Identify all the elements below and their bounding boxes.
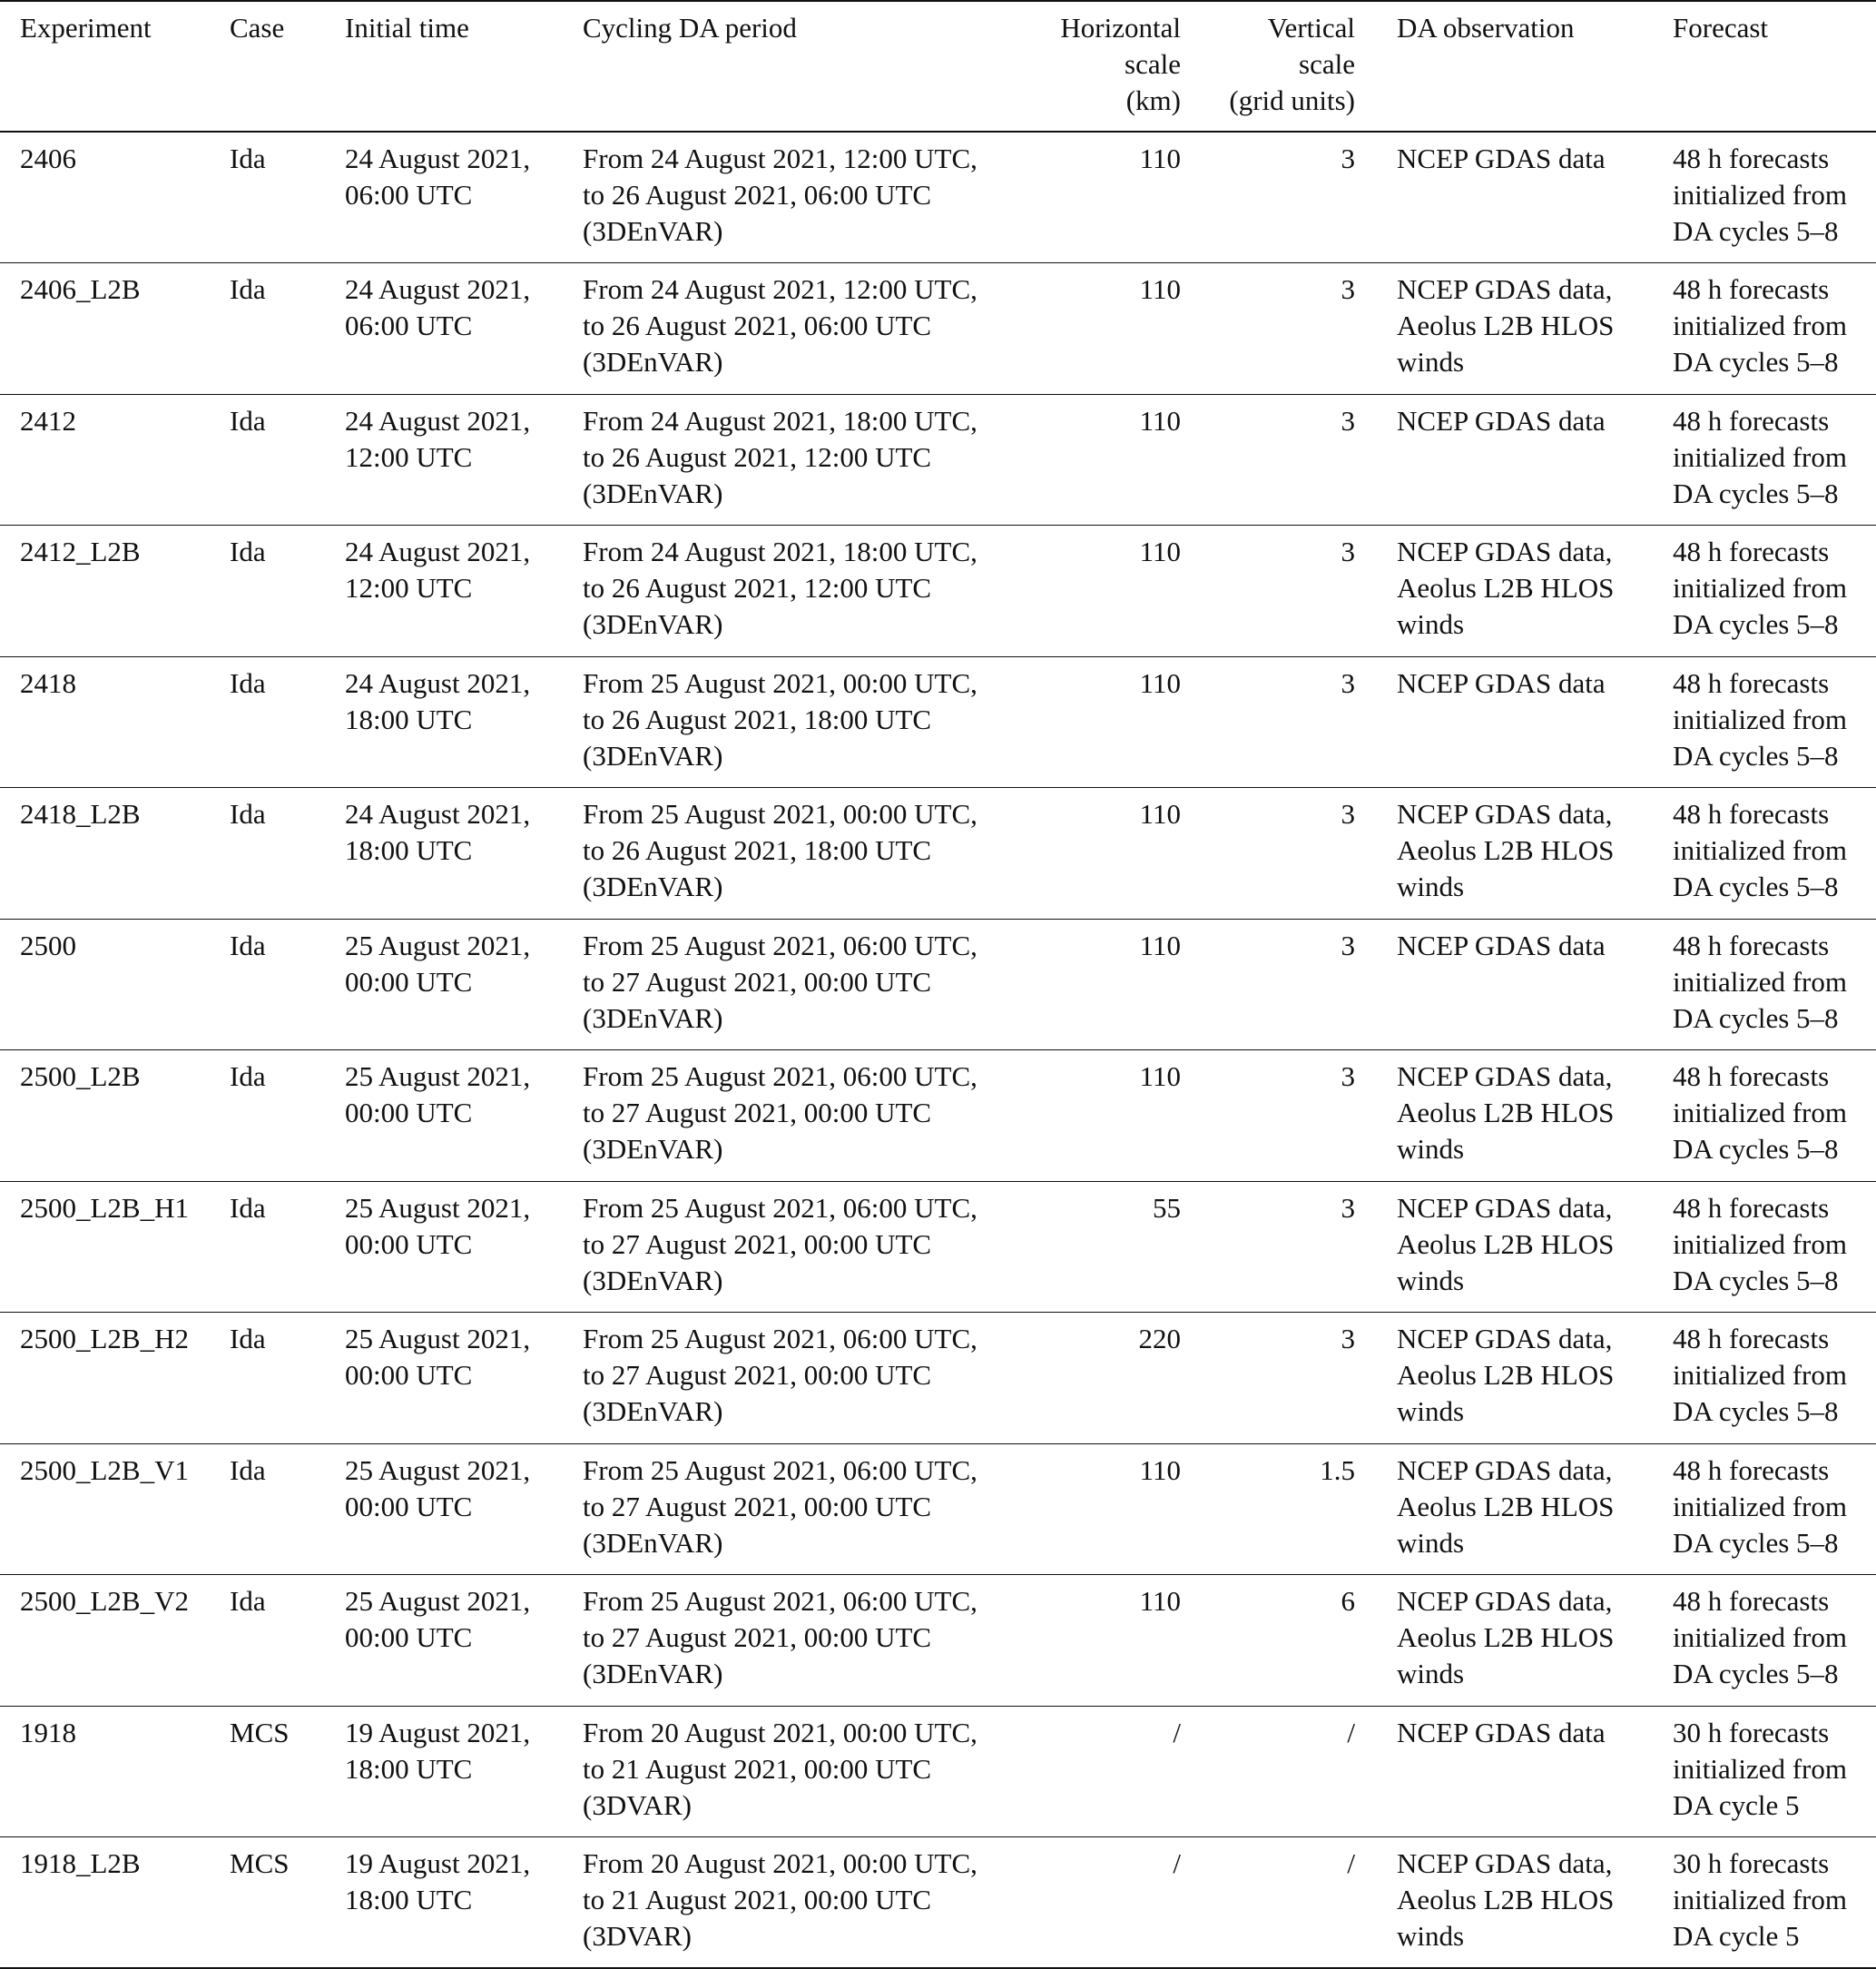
cell-case: MCS — [230, 1847, 290, 1879]
cell-horizontal-scale: 110 — [1139, 1585, 1181, 1617]
cell-vertical-scale: / — [1347, 1847, 1355, 1879]
table-row — [0, 1575, 1876, 1707]
cell-vertical-scale: 3 — [1341, 666, 1355, 699]
cell-vertical-scale: 1.5 — [1320, 1453, 1355, 1486]
cell-vertical-scale: 3 — [1341, 536, 1355, 567]
cell-da-observation: NCEP GDAS data, Aeolus L2B HLOS winds — [1397, 1585, 1615, 1689]
table-row — [0, 132, 1876, 263]
cell-vertical-scale: / — [1347, 1716, 1355, 1748]
cell-forecast: 48 h forecasts initialized from DA cycles 5–8 — [1673, 929, 1847, 1034]
cell-case: MCS — [230, 1716, 290, 1748]
cell-vertical-scale: 6 — [1341, 1585, 1355, 1617]
cell-case: Ida — [230, 798, 266, 830]
cell-case: Ida — [230, 1323, 266, 1354]
table-header — [0, 1, 1876, 132]
header-initial-time: Initial time — [341, 1, 579, 132]
cell-vertical-scale: 3 — [1341, 929, 1355, 961]
cell-da-observation: NCEP GDAS data — [1397, 143, 1606, 174]
cell-experiment: 1918 — [20, 1716, 76, 1748]
cell-horizontal-scale: 110 — [1139, 273, 1181, 305]
cell-cycling-period: From 24 August 2021, 12:00 UTC, to 26 August 2021, 06:00 UTC (3DEnVAR) — [583, 143, 977, 247]
cell-horizontal-scale: / — [1173, 1847, 1181, 1879]
cell-case: Ida — [230, 1060, 266, 1092]
cell-forecast: 48 h forecasts initialized from DA cycles 5–8 — [1673, 404, 1847, 509]
table-row — [0, 1706, 1876, 1837]
cell-vertical-scale: 3 — [1341, 404, 1355, 437]
cell-initial-time: 25 August 2021, 00:00 UTC — [345, 1060, 531, 1128]
cell-experiment: 2406 — [20, 143, 76, 174]
cell-forecast: 48 h forecasts initialized from DA cycles 5–8 — [1673, 1323, 1847, 1427]
cell-horizontal-scale: 110 — [1139, 404, 1181, 437]
cell-forecast: 30 h forecasts initialized from DA cycle 5 — [1673, 1716, 1847, 1821]
cell-vertical-scale: 3 — [1341, 143, 1355, 174]
cell-initial-time: 24 August 2021, 18:00 UTC — [345, 798, 531, 866]
cell-da-observation: NCEP GDAS data, Aeolus L2B HLOS winds — [1397, 1323, 1615, 1427]
cell-case: Ida — [230, 143, 266, 174]
cell-cycling-period: From 20 August 2021, 00:00 UTC, to 21 August 2021, 00:00 UTC (3DVAR) — [583, 1847, 977, 1952]
cell-vertical-scale: 3 — [1341, 273, 1355, 305]
table-row — [0, 394, 1876, 526]
header-da-observation: DA observation — [1372, 1, 1655, 132]
header-row — [0, 1, 1876, 132]
table-row — [0, 1313, 1876, 1444]
cell-forecast: 30 h forecasts initialized from DA cycle 5 — [1673, 1847, 1847, 1952]
cell-da-observation: NCEP GDAS data, Aeolus L2B HLOS winds — [1397, 273, 1615, 378]
cell-horizontal-scale: 110 — [1139, 1060, 1181, 1092]
cell-forecast: 48 h forecasts initialized from DA cycles 5–8 — [1673, 536, 1847, 640]
cell-forecast: 48 h forecasts initialized from DA cycles 5–8 — [1673, 1585, 1847, 1689]
table-row — [0, 1443, 1876, 1575]
cell-cycling-period: From 24 August 2021, 12:00 UTC, to 26 August 2021, 06:00 UTC (3DEnVAR) — [583, 273, 977, 378]
cell-forecast: 48 h forecasts initialized from DA cycles 5–8 — [1673, 666, 1847, 772]
cell-cycling-period: From 25 August 2021, 06:00 UTC, to 27 August 2021, 00:00 UTC (3DEnVAR) — [583, 929, 977, 1034]
cell-case: Ida — [230, 404, 266, 437]
cell-cycling-period: From 24 August 2021, 18:00 UTC, to 26 August 2021, 12:00 UTC (3DEnVAR) — [583, 404, 977, 509]
cell-da-observation: NCEP GDAS data, Aeolus L2B HLOS winds — [1397, 1060, 1615, 1165]
cell-vertical-scale: 3 — [1341, 1060, 1355, 1092]
cell-experiment: 2418_L2B — [20, 798, 141, 830]
cell-vertical-scale: 3 — [1341, 798, 1355, 830]
cell-initial-time: 25 August 2021, 00:00 UTC — [345, 929, 531, 998]
cell-experiment: 2500_L2B_V1 — [20, 1453, 189, 1486]
header-forecast: Forecast — [1655, 1, 1876, 132]
cell-cycling-period: From 25 August 2021, 00:00 UTC, to 26 August 2021, 18:00 UTC (3DEnVAR) — [583, 666, 977, 772]
table-row — [0, 919, 1876, 1050]
cell-da-observation: NCEP GDAS data — [1397, 929, 1606, 961]
cell-forecast: 48 h forecasts initialized from DA cycles 5–8 — [1673, 1060, 1847, 1165]
cell-vertical-scale: 3 — [1341, 1323, 1355, 1354]
header-horizontal-scale: Horizontal scale (km) — [1040, 1, 1199, 132]
cell-forecast: 48 h forecasts initialized from DA cycles 5–8 — [1673, 1191, 1847, 1296]
cell-case: Ida — [230, 1453, 266, 1486]
table-row — [0, 263, 1876, 395]
cell-experiment: 2500_L2B_H1 — [20, 1191, 189, 1224]
header-experiment: Experiment — [0, 1, 222, 132]
cell-experiment: 2500_L2B_H2 — [20, 1323, 189, 1354]
cell-cycling-period: From 20 August 2021, 00:00 UTC, to 21 August 2021, 00:00 UTC (3DVAR) — [583, 1716, 977, 1821]
cell-horizontal-scale: 110 — [1139, 536, 1181, 567]
cell-forecast: 48 h forecasts initialized from DA cycles 5–8 — [1673, 798, 1847, 902]
cell-experiment: 2412_L2B — [20, 536, 141, 567]
cell-horizontal-scale: 110 — [1139, 929, 1181, 961]
cell-case: Ida — [230, 536, 266, 567]
cell-da-observation: NCEP GDAS data, Aeolus L2B HLOS winds — [1397, 798, 1615, 902]
cell-experiment: 2500_L2B — [20, 1060, 141, 1092]
cell-initial-time: 25 August 2021, 00:00 UTC — [345, 1585, 531, 1653]
table-row — [0, 526, 1876, 657]
cell-cycling-period: From 24 August 2021, 18:00 UTC, to 26 August 2021, 12:00 UTC (3DEnVAR) — [583, 536, 977, 640]
header-vertical-scale: Vertical scale (grid units) — [1199, 1, 1372, 132]
cell-forecast: 48 h forecasts initialized from DA cycles 5–8 — [1673, 273, 1847, 378]
cell-case: Ida — [230, 666, 266, 699]
cell-initial-time: 25 August 2021, 00:00 UTC — [345, 1323, 531, 1391]
cell-experiment: 1918_L2B — [20, 1847, 141, 1879]
cell-forecast: 48 h forecasts initialized from DA cycles 5–8 — [1673, 143, 1847, 247]
cell-initial-time: 24 August 2021, 06:00 UTC — [345, 273, 531, 341]
header-case: Case — [222, 1, 341, 132]
cell-horizontal-scale: 220 — [1138, 1323, 1181, 1354]
cell-cycling-period: From 25 August 2021, 06:00 UTC, to 27 August 2021, 00:00 UTC (3DEnVAR) — [583, 1060, 977, 1165]
cell-cycling-period: From 25 August 2021, 06:00 UTC, to 27 August 2021, 00:00 UTC (3DEnVAR) — [583, 1323, 977, 1427]
cell-experiment: 2500 — [20, 929, 76, 961]
table-row — [0, 1181, 1876, 1313]
cell-case: Ida — [230, 929, 266, 961]
cell-forecast: 48 h forecasts initialized from DA cycles 5–8 — [1673, 1453, 1847, 1559]
cell-horizontal-scale: 110 — [1139, 143, 1181, 174]
cell-case: Ida — [230, 273, 266, 305]
cell-initial-time: 24 August 2021, 12:00 UTC — [345, 404, 531, 473]
cell-da-observation: NCEP GDAS data, Aeolus L2B HLOS winds — [1397, 1191, 1615, 1296]
cell-vertical-scale: 3 — [1341, 1191, 1355, 1224]
table-row — [0, 656, 1876, 788]
cell-cycling-period: From 25 August 2021, 06:00 UTC, to 27 August 2021, 00:00 UTC (3DEnVAR) — [583, 1453, 977, 1559]
table-row — [0, 788, 1876, 920]
cell-initial-time: 24 August 2021, 12:00 UTC — [345, 536, 531, 604]
cell-da-observation: NCEP GDAS data — [1397, 666, 1606, 699]
cell-cycling-period: From 25 August 2021, 00:00 UTC, to 26 August 2021, 18:00 UTC (3DEnVAR) — [583, 798, 977, 902]
cell-da-observation: NCEP GDAS data — [1397, 1716, 1606, 1748]
cell-case: Ida — [230, 1585, 266, 1617]
cell-initial-time: 25 August 2021, 00:00 UTC — [345, 1191, 531, 1260]
cell-experiment: 2412 — [20, 404, 76, 437]
cell-horizontal-scale: / — [1173, 1716, 1181, 1748]
cell-initial-time: 24 August 2021, 06:00 UTC — [345, 143, 531, 211]
cell-experiment: 2406_L2B — [20, 273, 141, 305]
cell-initial-time: 24 August 2021, 18:00 UTC — [345, 666, 531, 735]
cell-horizontal-scale: 110 — [1139, 798, 1181, 830]
cell-horizontal-scale: 110 — [1139, 666, 1181, 699]
cell-horizontal-scale: 55 — [1153, 1191, 1181, 1224]
cell-da-observation: NCEP GDAS data, Aeolus L2B HLOS winds — [1397, 1453, 1615, 1559]
cell-horizontal-scale: 110 — [1139, 1453, 1181, 1486]
table-body — [0, 132, 1876, 1968]
cell-da-observation: NCEP GDAS data — [1397, 404, 1606, 437]
cell-experiment: 2418 — [20, 666, 76, 699]
cell-da-observation: NCEP GDAS data, Aeolus L2B HLOS winds — [1397, 1847, 1615, 1952]
cell-cycling-period: From 25 August 2021, 06:00 UTC, to 27 August 2021, 00:00 UTC (3DEnVAR) — [583, 1191, 977, 1296]
table-row — [0, 1050, 1876, 1182]
cell-initial-time: 25 August 2021, 00:00 UTC — [345, 1453, 531, 1522]
table-row — [0, 1837, 1876, 1969]
cell-initial-time: 19 August 2021, 18:00 UTC — [345, 1847, 531, 1915]
cell-initial-time: 19 August 2021, 18:00 UTC — [345, 1716, 531, 1785]
header-cycling-period: Cycling DA period — [579, 1, 1040, 132]
cell-cycling-period: From 25 August 2021, 06:00 UTC, to 27 August 2021, 00:00 UTC (3DEnVAR) — [583, 1585, 977, 1689]
cell-da-observation: NCEP GDAS data, Aeolus L2B HLOS winds — [1397, 536, 1615, 640]
cell-case: Ida — [230, 1191, 266, 1224]
cell-experiment: 2500_L2B_V2 — [20, 1585, 189, 1617]
